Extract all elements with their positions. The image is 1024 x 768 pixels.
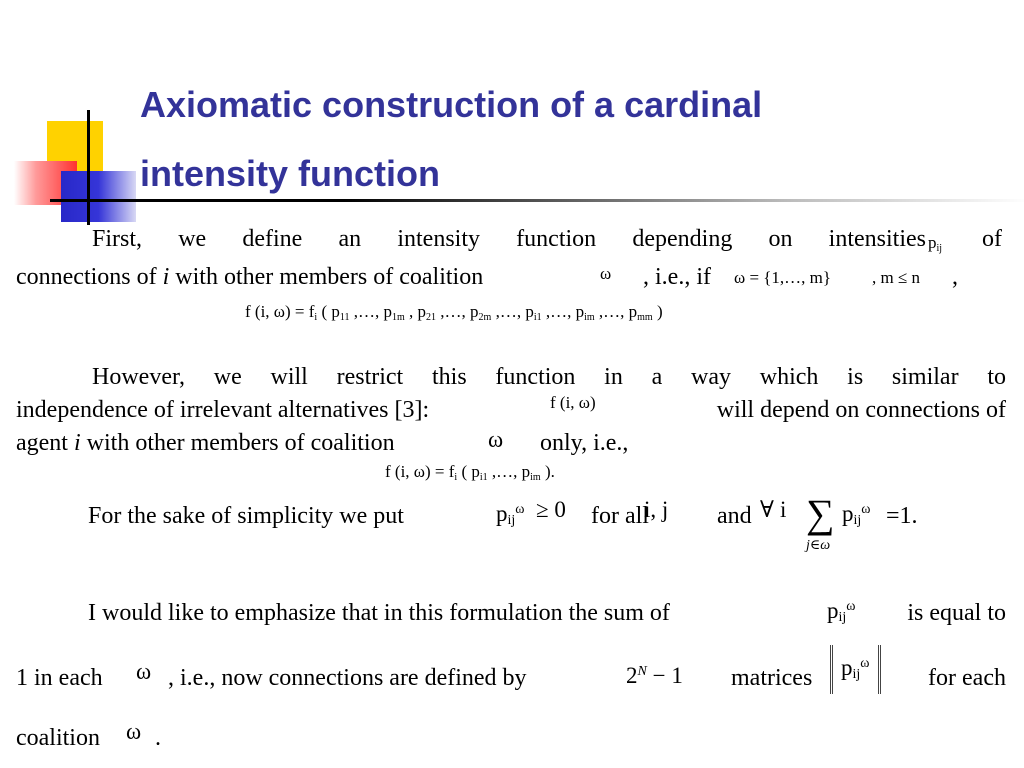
para1-comma: , [952,264,958,290]
vertical-rule [87,110,90,225]
para2-only-ie: only, i.e., [540,430,629,456]
omega-symbol-2: ω [488,427,504,452]
para4-period: . [155,725,161,751]
geq-zero: ≥ 0 [536,497,566,522]
para4-matrices: matrices [731,665,813,691]
f-full-formula: f (i, $\omega) = f_i$ ( $p_{11}$ ,…, $p_{1m}$ , $p_{21}$ ,…, $p_{2m}$ ,…, $p_{i1}$ ,…, $p_{im}$ ,…, $p_{mm}$ ) [245,302,663,323]
para4-line2-b: , i.e., now connections are defined by [168,665,527,691]
f-restricted-formula: f (i, $\omega) = f_i$ ( $p_{i1}$ ,…, $p_{im}$ ). [385,462,555,483]
matrix-norm-p: $p_{ij}^\omega$ [830,645,881,694]
para1-line2: connections of i with other members of coalition [16,264,484,290]
f-i-omega-inline: f (i, ω) [550,393,596,412]
p-ij-omega-sum: $p_{ij}^\omega$ [842,501,871,528]
slide-title [140,70,1000,208]
para4-line1: I would like to emphasize that in this formulation the sum of [88,600,670,626]
forall-symbol: ∀ [760,497,774,522]
omega-symbol-3: ω [136,659,152,684]
para3-and: and [717,503,752,529]
para1-line1: First, we define an intensity function depending on intensities [92,226,926,252]
omega-symbol: ω [600,264,612,283]
sum-subscript: j∈ω [806,538,831,553]
i-index: i [780,497,787,522]
eq-one: =1. [886,503,918,529]
para1-line1-end: of [982,226,1002,252]
p-ij-omega-ineq: $p_{ij}^\omega$ [496,501,525,528]
m-le-n-formula: , m ≤ n [872,268,921,287]
omega-symbol-4: ω [126,719,142,744]
sum-symbol: ∑ [806,491,835,536]
p-ij-symbol: $p_{ij}$ [928,233,943,254]
para3-text-a: For the sake of simplicity we put [88,503,404,529]
p-ij-omega-sum-of: $p_{ij}^\omega$ [827,598,856,625]
para2-line2-end: will depend on connections of [716,397,1006,423]
i-j-indices: i, j [644,497,669,522]
omega-set-formula: ω = {1,…, m} [734,268,832,287]
para3-for-all: for all [591,503,649,529]
para4-line2-a: 1 in each [16,665,103,691]
para2-line1: However, we will restrict this function in a way which is similar to [92,364,1006,390]
para1-ie-if: , i.e., if [643,264,711,290]
blue-square-decoration [61,171,136,222]
title-line-1: Axiomatic construction of a cardinal [140,84,763,125]
para2-line3: agent i with other members of coalition [16,430,395,456]
para2-line2: independence of irrelevant alternatives [3]: [16,397,430,423]
para4-for-each: for each [928,665,1006,691]
para4-line3: coalition [16,725,100,751]
two-power-n-minus-one: $2^N - 1$ [626,663,683,688]
para4-line1-end: is equal to [907,600,1006,626]
title-line-2: intensity function [140,153,440,194]
